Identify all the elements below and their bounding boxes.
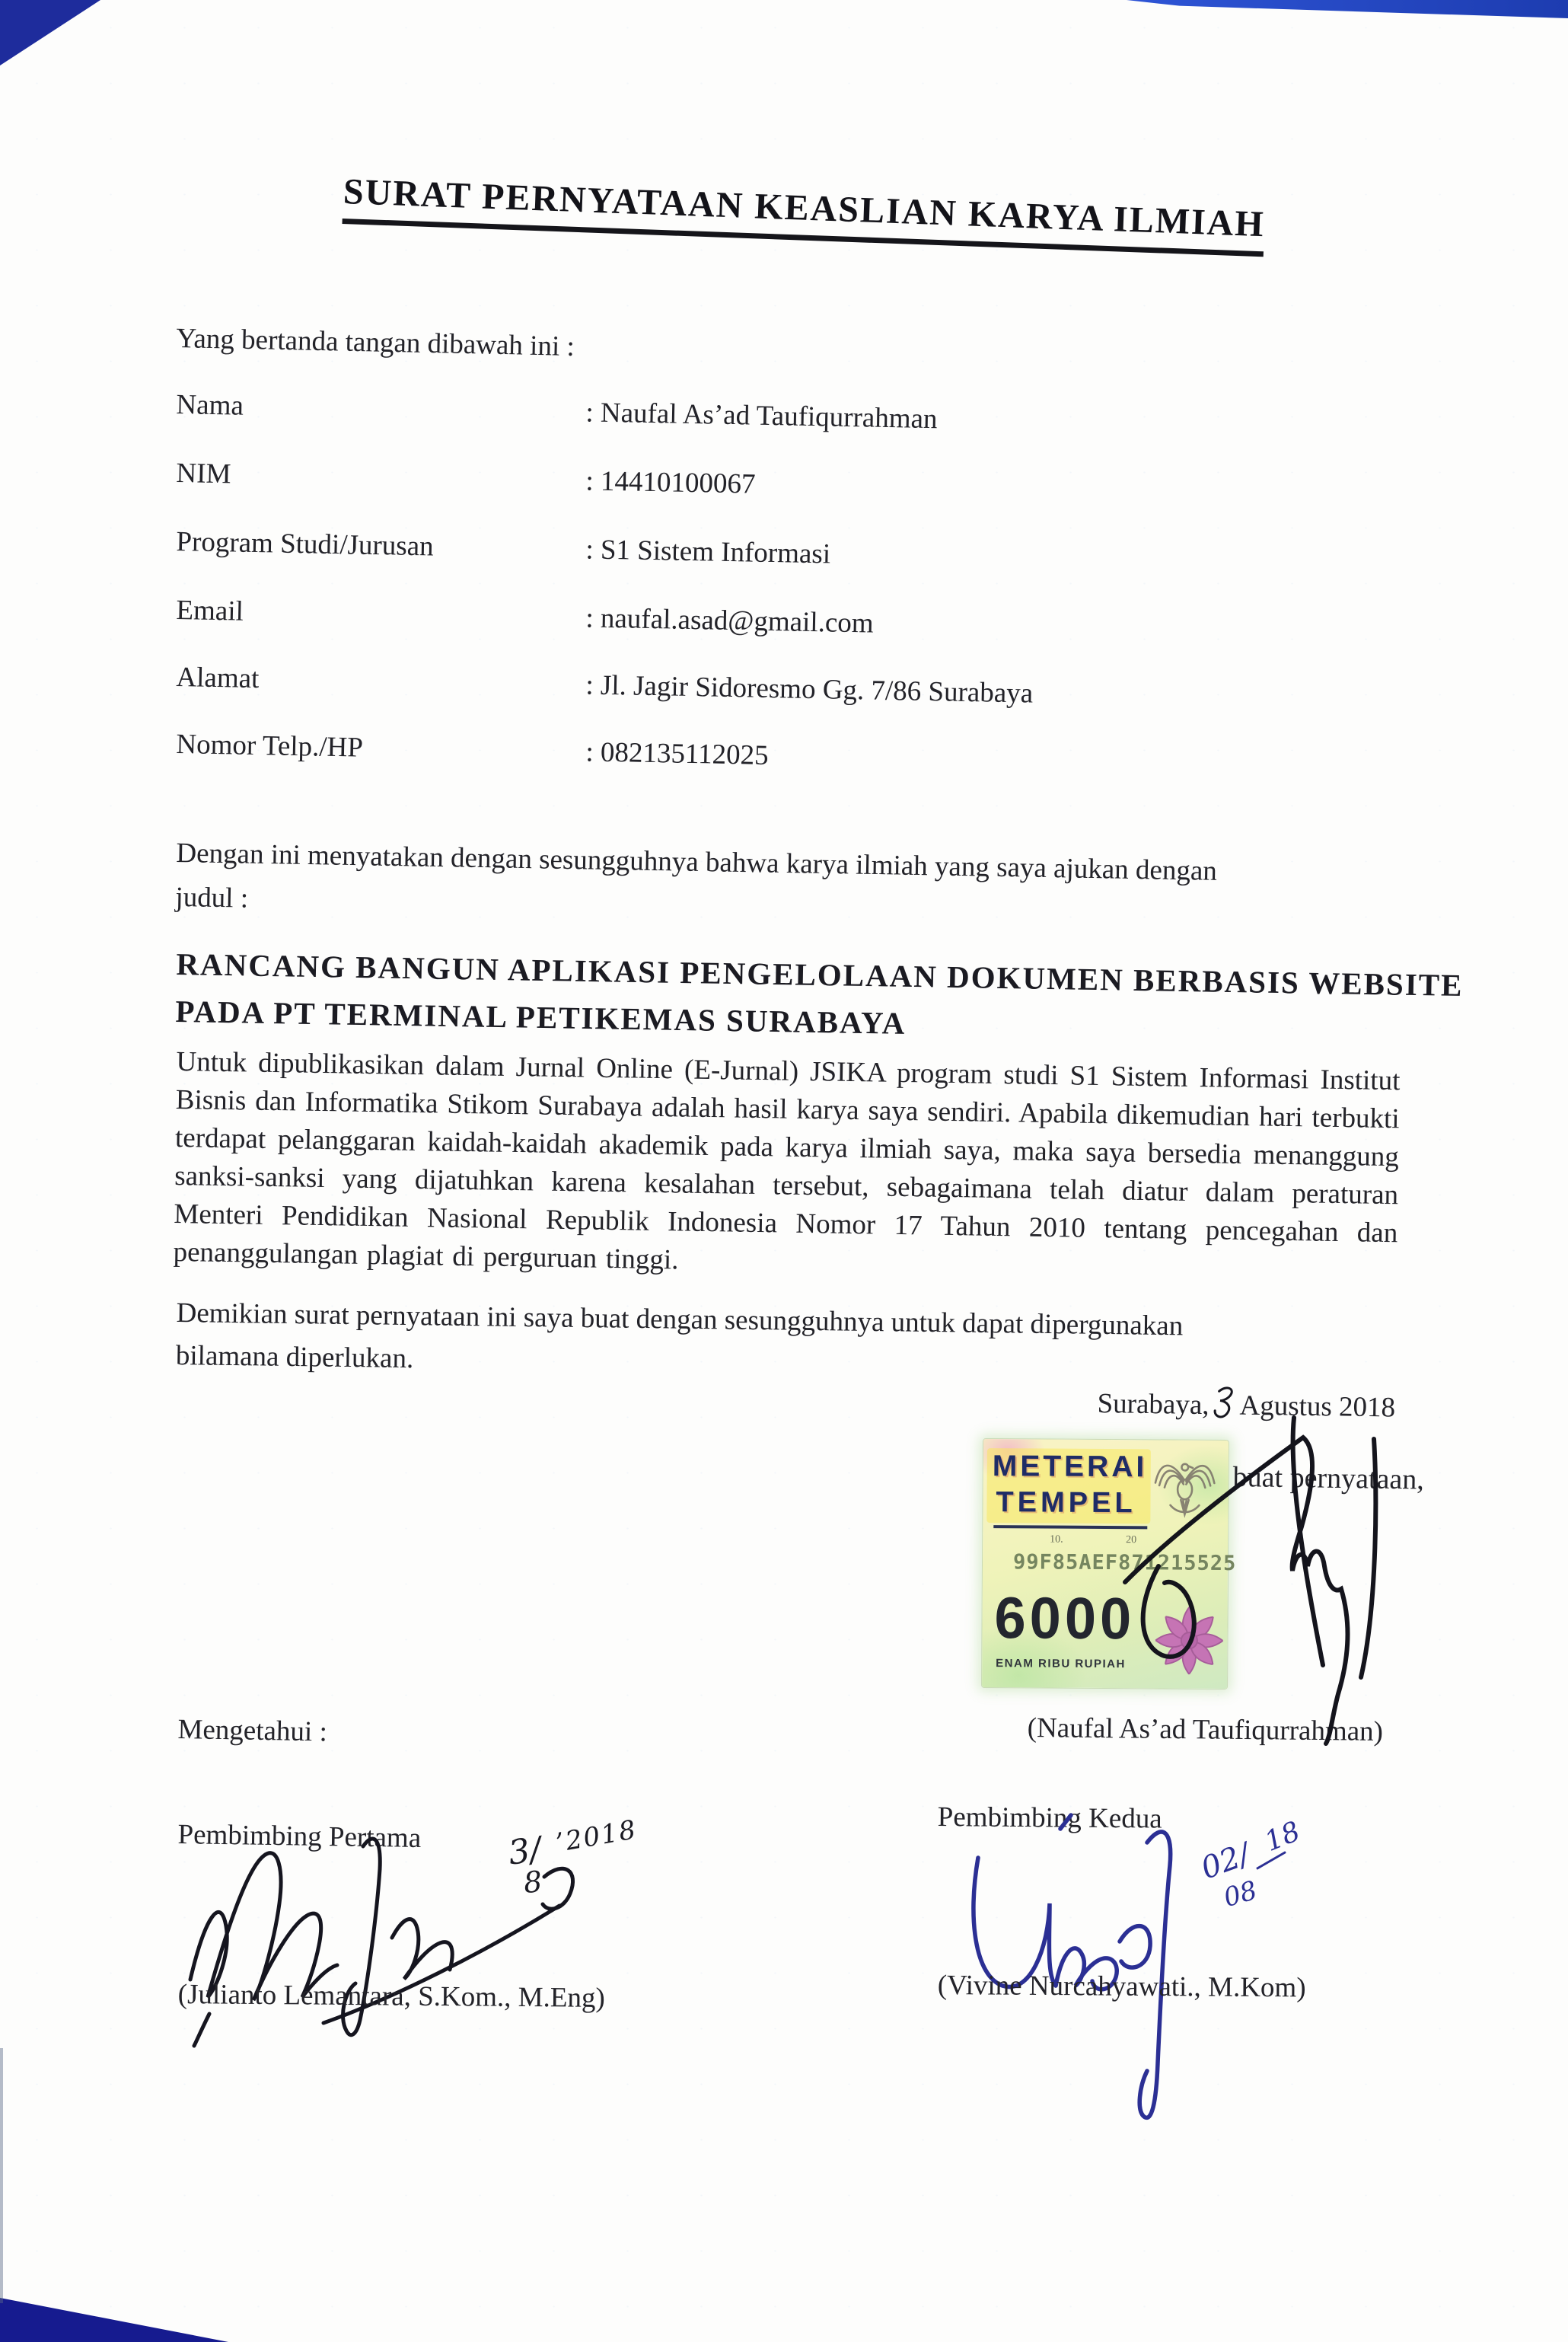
stamp-mark-right: 20	[1126, 1534, 1137, 1546]
stamp-serial-number: 99F85AEF871215525	[1012, 1550, 1237, 1576]
thesis-title: RANCANG BANGUN APLIKASI PENGELOLAAN DOKUMEN BERBASIS WEBSITE PADA PT TERMINAL PETIKEMAS SURABAYA	[175, 946, 1464, 1041]
date-rest: Agustus 2018	[1239, 1390, 1396, 1424]
stamp-word-tempel: TEMPEL	[996, 1486, 1136, 1520]
field-value: : 14410100067	[585, 465, 756, 500]
field-label: NIM	[176, 457, 231, 490]
statement-intro: Dengan ini menyatakan dengan sesungguhnya bahwa karya ilmiah yang saya ajukan dengan judul :	[175, 837, 1218, 914]
signature-naufal	[1050, 1397, 1477, 1778]
page-edge-shadow	[0, 2048, 3, 2303]
page-title: SURAT PERNYATAAN KEASLIAN KARYA ILMIAH	[342, 171, 1265, 257]
date-fraction-bottom: 08	[1220, 1875, 1260, 1914]
field-value: : S1 Sistem Informasi	[585, 534, 831, 570]
stamp-mark-left: 10.	[1050, 1533, 1063, 1546]
field-value: : Naufal As’ad Taufiqurrahman	[585, 397, 938, 436]
statement-label: buat pernyataan,	[1232, 1460, 1425, 1496]
date-fraction-top: 3/	[505, 1830, 544, 1873]
field-value: : naufal.asad@gmail.com	[585, 602, 875, 640]
field-label: Nomor Telp./HP	[176, 728, 364, 764]
intro-line: Yang bertanda tangan dibawah ini :	[176, 322, 575, 362]
date-fraction-bottom: 8	[521, 1864, 544, 1900]
supervisor2-name: (Vivine Nurcahyawati., M.Kom)	[937, 1970, 1306, 2004]
supervisor2-role: Pembimbing Kedua	[937, 1801, 1162, 1835]
field-label: Email	[176, 594, 244, 627]
declaration-paragraph: Untuk dipublikasikan dalam Jurnal Online (E-Jurnal) JSIKA program studi S1 Sistem Informasi Institut Bisnis dan Informatika Stikom Surabaya adalah hasil karya saya sendiri. Apabila dikemudian hari terbukti terdapat pelanggaran kaidah-kaidah akademik pada karya ilmiah saya, maka saya bersedia menanggung sanksi-sanksi yang dijatuhkan karena kesalahan tersebut, sebagaimana telah diatur dalam peraturan Menteri Pendidikan Nasional Republik Indonesia Nomor 17 Tahun 2010 tentang pencegahan dan penanggulangan plagiat di perguruan tinggi.	[173, 1045, 1401, 1276]
acknowledgement-label: Mengetahui :	[177, 1713, 328, 1748]
field-label: Nama	[176, 388, 244, 422]
field-value: : 082135112025	[585, 736, 769, 771]
field-label: Alamat	[176, 661, 260, 695]
date-year: 18	[1260, 1815, 1305, 1859]
handwritten-date-supervisor2	[1197, 1815, 1346, 1946]
supervisor1-name: (Julianto Lemantara, S.Kom., M.Eng)	[177, 1978, 606, 2014]
stamp-value: 6000	[994, 1584, 1136, 1651]
stamp-value-words: ENAM RIBU RUPIAH	[996, 1657, 1126, 1671]
date-year: ’2018	[553, 1814, 640, 1859]
field-value: : Jl. Jagir Sidoresmo Gg. 7/86 Surabaya	[585, 669, 1034, 710]
handwritten-date-supervisor1	[505, 1814, 676, 1932]
closing-paragraph: Demikian surat pernyataan ini saya buat dengan sesungguhnya untuk dapat dipergunakan bilamana diperlukan.	[175, 1297, 1184, 1375]
signer-name: (Naufal As’ad Taufiqurrahman)	[1027, 1712, 1384, 1747]
supervisor1-role: Pembimbing Pertama	[177, 1818, 422, 1855]
date-fraction-top: 02/	[1197, 1836, 1255, 1887]
field-label: Program Studi/Jurusan	[176, 525, 435, 563]
city-prefix: Surabaya,	[1097, 1387, 1209, 1421]
stamp-word-meterai: METERAI	[992, 1450, 1148, 1484]
